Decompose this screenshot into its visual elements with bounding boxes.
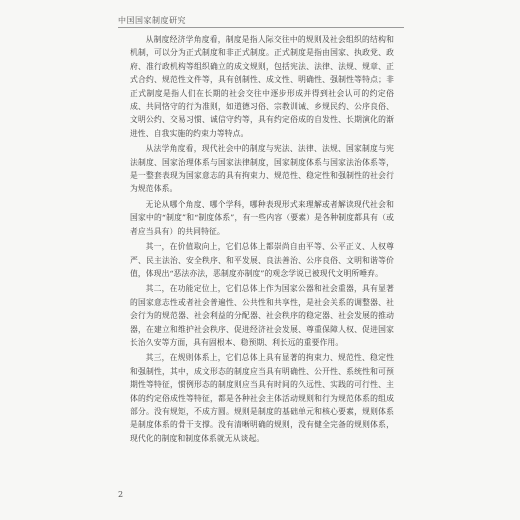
paragraph-functional-role: 其二，在功能定位上，它们总体上作为国家公器和社会重器，具有显著的国家意志性或者社会普遍性、公共性和共享性，是社会关系的调整器、社会行为的规范器、社会利益的分配器、社会秩序的稳定器、社会发展的推动器，在建立和维护社会秩序、促进经济社会发展、尊重保障人权、促进国家长治久安等方面，具有固根本、稳预期、利长远的重要作用。	[130, 284, 394, 347]
header-rule	[118, 27, 404, 28]
paragraph-value-orientation: 其一，在价值取向上，它们总体上都崇尚自由平等、公平正义、人权尊严、民主法治、安全秩序、和平发展、良法善治、公序良俗、文明和谐等价值，体现出“恶法亦法，恶制度亦制度”的观念学说已被现代文明所唾弃。	[130, 242, 394, 278]
paragraph-rule-system: 其三，在规则体系上，它们总体上具有显著的拘束力、规范性、稳定性和强制性，其中，成文形态的制度应当具有明确性、公开性、系统性和可预期性等特征，惯例形态的制度则应当具有时间的久远性、实践的可行性、主体的约定俗成性等特征，都是各种社会主体活动规则和行为规范体系的组成部分。没有规矩，不成方圆。规则是制度的基础单元和核心要素，规则体系是制度体系的骨干支撑。没有清晰明确的规则，没有健全完备的规则体系，现代化的制度和制度体系就无从谈起。	[130, 353, 394, 443]
paragraph-legal-view: 从法学角度看，现代社会中的制度与宪法、法律、法规、国家制度与宪法制度、国家治理体系与国家法律制度，国家制度体系与国家法治体系等，是一整套表现为国家意志的具有拘束力、规范性、稳定性和强制性的社会行为规范体系。	[130, 144, 394, 194]
running-head-title: 中国国家制度研究	[118, 16, 186, 25]
body-text	[130, 33, 394, 447]
paragraph-economics-view: 从制度经济学角度看，制度是指人际交往中的规则及社会组织的结构和机制，可以分为正式制度和非正式制度。正式制度是指由国家、执政党、政府、准行政机构等组织确立的成文规则，包括宪法、法律、法规、规章、正式合约、规范性文件等，具有创制性、成文性、明确性、强制性等特点；非正式制度是指人们在长期的社会交往中逐步形成并得到社会认可的约定俗成、共同恪守的行为准则，如道德习俗、宗教训诫、乡规民约、公序良俗、文明公约、交易习惯、诚信守约等，具有约定俗成的自发性、长期演化的渐进性、自我实施的约束力等特点。	[130, 35, 394, 138]
paragraph-common-features: 无论从哪个角度、哪个学科，哪种表现形式来理解或者解读现代社会和国家中的“制度”和“制度体系”，有一些内容（要素）是各种制度都具有（或者应当具有）的共同特征。	[130, 199, 394, 236]
page-number: 2	[118, 490, 124, 499]
